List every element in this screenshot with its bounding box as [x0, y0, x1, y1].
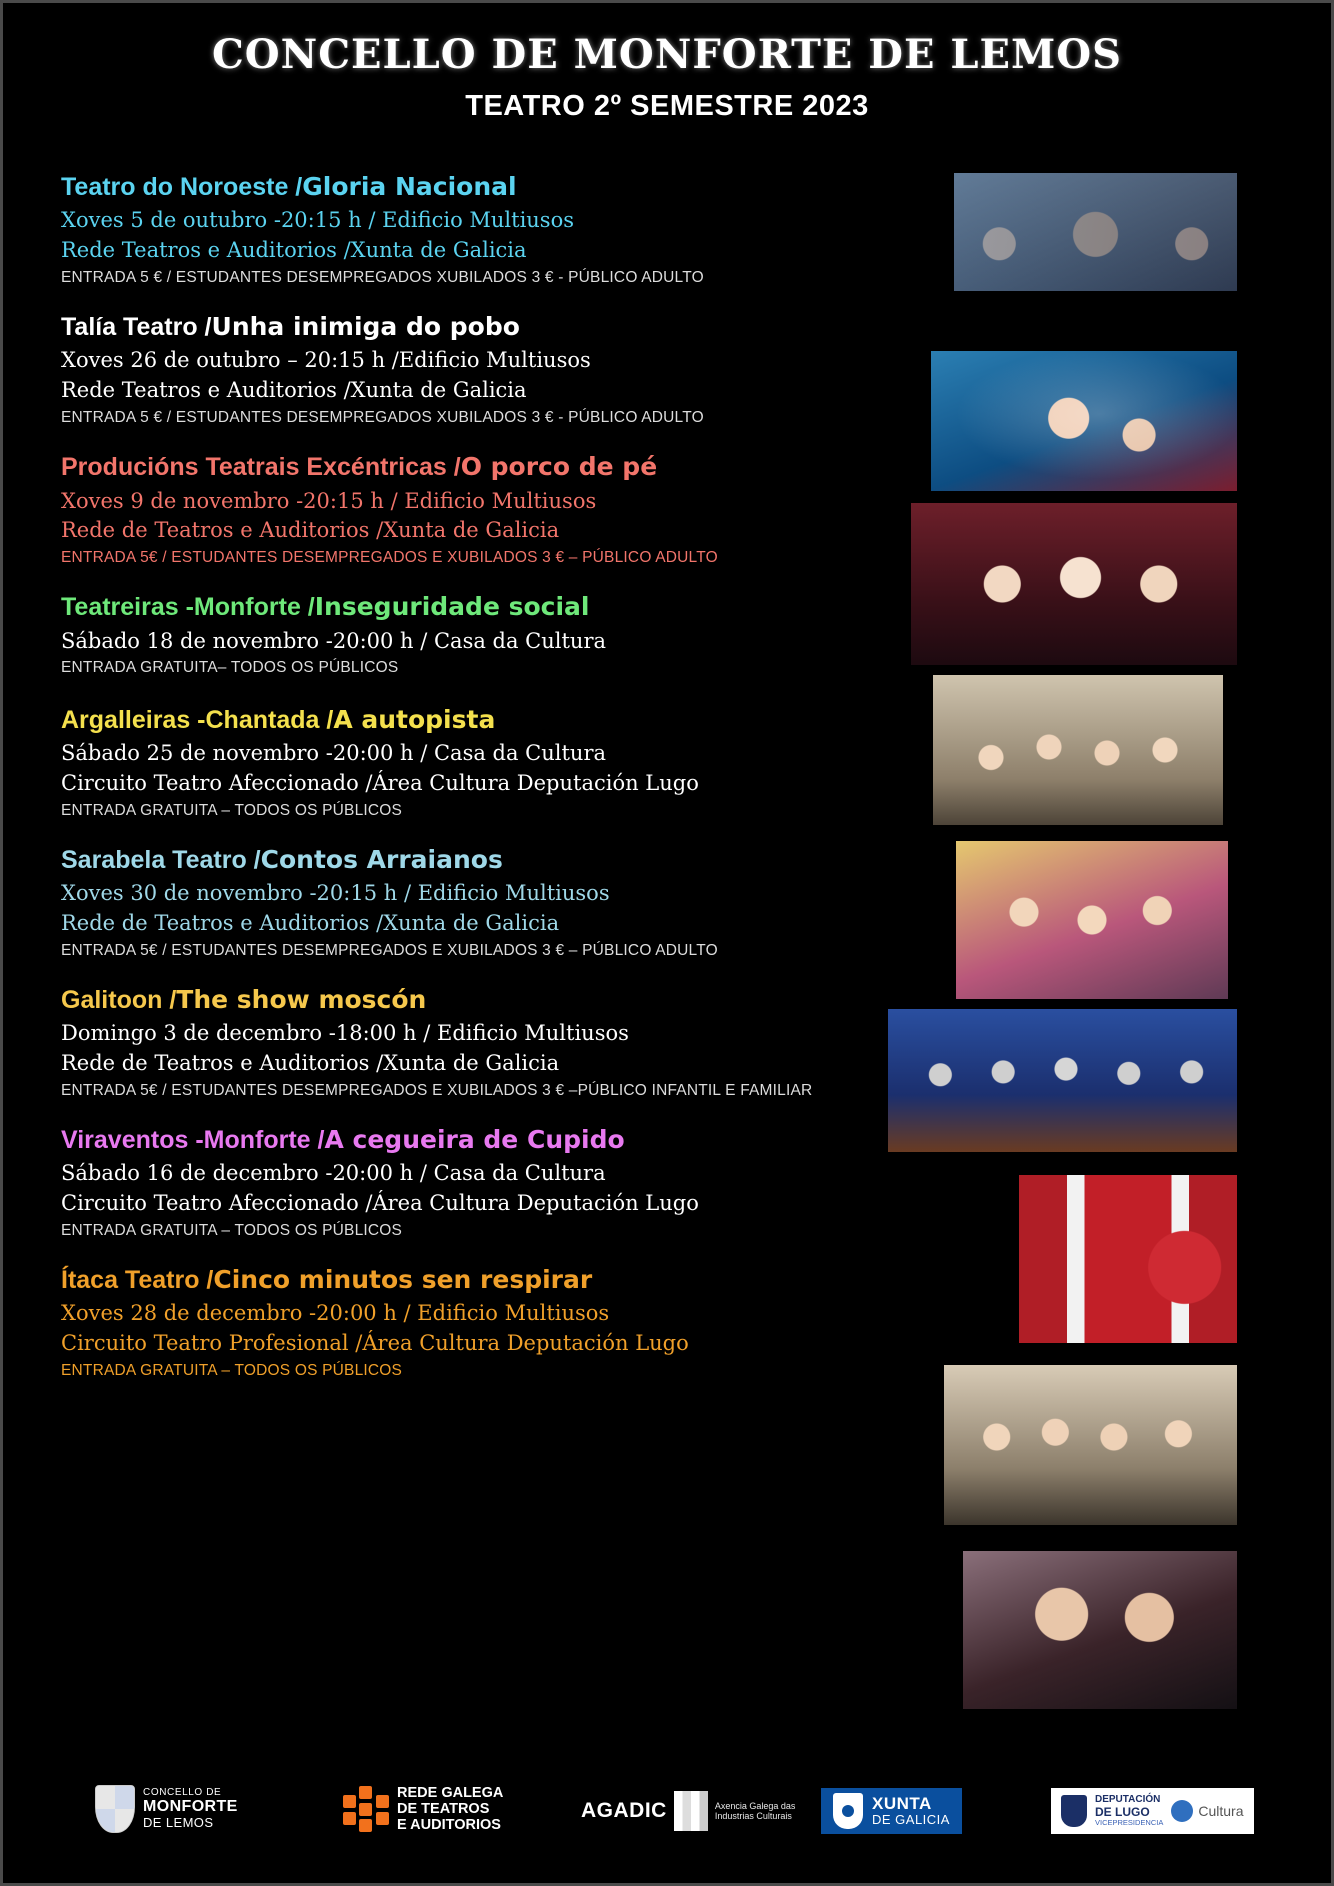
show-date: Xoves 28 de decembro -20:00 h / Edificio Multiusos: [61, 1301, 610, 1326]
logo-line-1: AGADIC: [581, 1799, 667, 1822]
show-price: ENTRADA GRATUITA – TODOS OS PÚBLICOS: [61, 801, 403, 819]
xunta-emblem-icon: [833, 1793, 863, 1829]
show-price: ENTRADA GRATUITA – TODOS OS PÚBLICOS: [61, 1362, 403, 1380]
show-circuit: Rede de Teatros e Auditorios /Xunta de Galicia: [61, 1051, 560, 1075]
show-photo: [888, 1009, 1237, 1152]
logo-line-3: Industrias Culturais: [714, 1811, 792, 1821]
list-item: [61, 171, 961, 289]
logo-line-3: VICEPRESIDENCIA: [1095, 1818, 1164, 1828]
logo-agadic: [581, 1791, 795, 1831]
company-name: Sarabela Teatro /: [61, 845, 261, 874]
show-list: [61, 171, 961, 1402]
logo-line-2: DE GALICIA: [872, 1812, 950, 1828]
play-title: Unha inimiga do pobo: [211, 312, 520, 342]
show-photo: [933, 675, 1223, 825]
footer-logos: [3, 1771, 1331, 1861]
show-price: ENTRADA 5 € / ESTUDANTES DESEMPREGADOS XUBILADOS 3 € - PÚBLICO ADULTO: [61, 409, 704, 426]
poster-header: [3, 3, 1331, 123]
show-date: Domingo 3 de decembro -18:00 h / Edificio Multiusos: [61, 1021, 629, 1046]
play-title: Inseguridade social: [314, 592, 590, 622]
play-title: The show moscón: [176, 984, 427, 1014]
show-photo: [931, 351, 1237, 491]
logo-xunta-de-galicia: [821, 1788, 962, 1834]
show-date: Xoves 30 de novembro -20:15 h / Edificio Multiusos: [61, 881, 610, 906]
show-date: Xoves 26 de outubro – 20:15 h /Edificio Multiusos: [61, 348, 591, 373]
hex-icon: [343, 1786, 389, 1832]
show-date: Xoves 9 de novembro -20:15 h / Edificio Multiusos: [61, 488, 597, 513]
book-icon: [674, 1791, 708, 1831]
show-circuit: Rede Teatros e Auditorios /Xunta de Galicia: [61, 378, 527, 403]
show-date: Sábado 16 de decembro -20:00 h / Casa da Cultura: [61, 1161, 606, 1186]
show-photo: [911, 503, 1237, 665]
logo-line-3: E AUDITORIOS: [397, 1817, 501, 1834]
play-title: A autopista: [333, 704, 496, 734]
logo-line-1: DEPUTACIÓN: [1095, 1794, 1161, 1806]
company-name: Teatreiras -Monforte /: [61, 593, 315, 622]
play-title: A cegueira de Cupido: [324, 1125, 625, 1155]
page-subtitle: TEATRO 2º SEMESTRE 2023: [465, 90, 869, 122]
play-title: Contos Arraianos: [260, 844, 503, 874]
company-name: Viraventos -Monforte /: [61, 1126, 325, 1155]
list-item: [61, 984, 961, 1102]
logo-line-2: MONFORTE: [143, 1798, 238, 1816]
show-price: ENTRADA 5€ / ESTUDANTES DESEMPREGADOS E XUBILADOS 3 € – PÚBLICO ADULTO: [61, 549, 718, 567]
list-item: [61, 704, 961, 822]
logo-line-1: REDE GALEGA: [397, 1785, 504, 1801]
coat-of-arms-icon: [95, 1785, 135, 1833]
show-price: ENTRADA 5€ / ESTUDANTES DESEMPREGADOS E XUBILADOS 3 € – PÚBLICO ADULTO: [61, 941, 718, 959]
show-circuit: Circuito Teatro Profesional /Área Cultura Deputación Lugo: [61, 1331, 689, 1356]
show-price: ENTRADA GRATUITA– TODOS OS PÚBLICOS: [61, 659, 399, 677]
show-circuit: Rede Teatros e Auditorios /Xunta de Galicia: [61, 238, 527, 263]
logo-line-2: Axencia Galega das: [714, 1800, 796, 1811]
logo-concello-monforte: [95, 1785, 238, 1833]
company-name: Teatro do Noroeste /: [61, 173, 303, 201]
logo-line-2: DE TEATROS: [397, 1801, 490, 1818]
dep-shield-icon: [1061, 1795, 1087, 1827]
list-item: [61, 1264, 961, 1382]
show-photo: [954, 173, 1237, 291]
logo-rede-galega-teatros: [343, 1785, 503, 1834]
show-price: ENTRADA GRATUITA – TODOS OS PÚBLICOS: [61, 1221, 403, 1239]
show-photo: [956, 841, 1228, 999]
show-date: Sábado 18 de novembro -20:00 h / Casa da Cultura: [61, 628, 607, 653]
logo-line-1: CONCELLO DE: [143, 1787, 222, 1799]
company-name: Galitoon /: [61, 985, 177, 1014]
list-item: [61, 1124, 961, 1242]
show-price: ENTRADA 5 € / ESTUDANTES DESEMPREGADOS XUBILADOS 3 € - PÚBLICO ADULTO: [61, 268, 704, 286]
logo-deputacion-lugo: [1051, 1788, 1254, 1834]
list-item: [61, 451, 961, 569]
play-title: Cinco minutos sen respirar: [213, 1265, 593, 1295]
company-name: Argalleiras -Chantada /: [61, 705, 334, 734]
show-circuit: Circuito Teatro Afeccionado /Área Cultura Deputación Lugo: [61, 770, 699, 795]
show-circuit: Rede de Teatros e Auditorios /Xunta de Galicia: [61, 518, 560, 543]
show-photo: [963, 1551, 1237, 1709]
logo-line-4: Cultura: [1198, 1803, 1244, 1819]
logo-line-3: DE LEMOS: [143, 1815, 214, 1831]
show-date: Sábado 25 de novembro -20:00 h / Casa da Cultura: [61, 740, 607, 765]
play-title: O porco de pé: [460, 452, 658, 482]
show-date: Xoves 5 de outubro -20:15 h / Edificio Multiusos: [61, 208, 575, 233]
show-price: ENTRADA 5€ / ESTUDANTES DESEMPREGADOS E XUBILADOS 3 € –PÚBLICO INFANTIL E FAMILIAR: [61, 1081, 813, 1099]
show-photo: [1019, 1175, 1237, 1343]
company-name: Talía Teatro /: [61, 313, 212, 342]
list-item: [61, 844, 961, 962]
show-circuit: Circuito Teatro Afeccionado /Área Cultura Deputación Lugo: [61, 1191, 699, 1216]
show-photo: [944, 1365, 1237, 1525]
list-item: [61, 591, 961, 679]
play-title: Gloria Nacional: [302, 172, 517, 201]
page-title: CONCELLO DE MONFORTE DE LEMOS: [211, 31, 1123, 78]
show-circuit: Rede de Teatros e Auditorios /Xunta de Galicia: [61, 910, 560, 935]
list-item: [61, 311, 961, 429]
company-name: Ítaca Teatro /: [61, 1266, 214, 1295]
logo-line-1: XUNTA: [872, 1794, 932, 1814]
company-name: Producións Teatrais Excéntricas /: [61, 453, 461, 482]
logo-line-2: DE LUGO: [1095, 1804, 1150, 1819]
